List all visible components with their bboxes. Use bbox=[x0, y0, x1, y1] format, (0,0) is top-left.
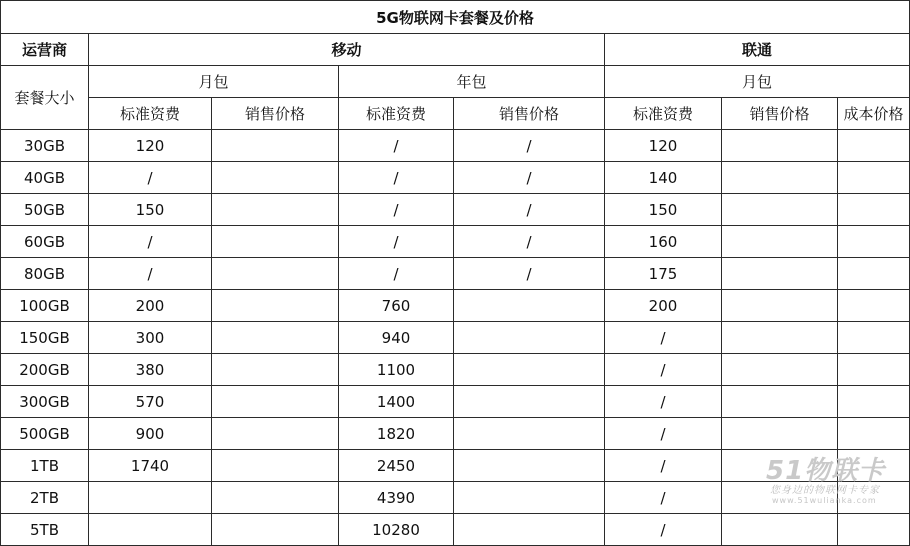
table-row bbox=[1, 322, 910, 354]
table-row bbox=[1, 514, 910, 546]
title-row bbox=[1, 1, 910, 34]
table-cell bbox=[722, 354, 838, 386]
table-cell: / bbox=[454, 226, 605, 258]
table-cell: / bbox=[605, 354, 722, 386]
table-cell: 200 bbox=[605, 290, 722, 322]
table-cell bbox=[722, 130, 838, 162]
table-cell bbox=[89, 514, 212, 546]
row-size-cell: 30GB bbox=[1, 130, 89, 162]
table-cell bbox=[454, 386, 605, 418]
table-cell bbox=[454, 514, 605, 546]
table-cell bbox=[838, 162, 910, 194]
table-cell: 120 bbox=[605, 130, 722, 162]
table-cell: / bbox=[454, 194, 605, 226]
operator-mobile: 移动 bbox=[89, 34, 605, 66]
table-cell: 760 bbox=[339, 290, 454, 322]
table-cell bbox=[722, 514, 838, 546]
table-cell bbox=[212, 482, 339, 514]
table-cell bbox=[722, 386, 838, 418]
table-cell: 150 bbox=[605, 194, 722, 226]
table-cell bbox=[454, 482, 605, 514]
table-cell: / bbox=[605, 418, 722, 450]
table-cell: 200 bbox=[89, 290, 212, 322]
table-cell bbox=[454, 354, 605, 386]
table-cell: 175 bbox=[605, 258, 722, 290]
table-row bbox=[1, 162, 910, 194]
table-cell bbox=[722, 290, 838, 322]
col-header-std1: 标准资费 bbox=[89, 98, 212, 130]
table-cell bbox=[212, 290, 339, 322]
table-row bbox=[1, 482, 910, 514]
watermark-logo: 51物联卡 bbox=[766, 456, 886, 486]
table-cell bbox=[722, 482, 838, 514]
row-size-cell: 300GB bbox=[1, 386, 89, 418]
operator-unicom: 联通 bbox=[605, 34, 910, 66]
table-cell bbox=[212, 258, 339, 290]
table-cell: 300 bbox=[89, 322, 212, 354]
row-size-cell: 200GB bbox=[1, 354, 89, 386]
table-cell bbox=[838, 290, 910, 322]
table-cell: 10280 bbox=[339, 514, 454, 546]
table-row bbox=[1, 290, 910, 322]
table-row bbox=[1, 226, 910, 258]
operator-row bbox=[1, 34, 910, 66]
column-header-row bbox=[1, 98, 910, 130]
operator-label: 运营商 bbox=[1, 34, 89, 66]
table-cell: 4390 bbox=[339, 482, 454, 514]
table-cell: / bbox=[89, 162, 212, 194]
table-cell: / bbox=[605, 386, 722, 418]
table-cell: / bbox=[454, 258, 605, 290]
table-cell bbox=[212, 450, 339, 482]
table-cell: 940 bbox=[339, 322, 454, 354]
table-cell: / bbox=[454, 130, 605, 162]
table-cell bbox=[722, 162, 838, 194]
package-mobile-month: 月包 bbox=[89, 66, 339, 98]
size-label: 套餐大小 bbox=[1, 66, 89, 130]
table-cell bbox=[838, 258, 910, 290]
table-cell: / bbox=[339, 194, 454, 226]
package-mobile-year: 年包 bbox=[339, 66, 605, 98]
table-cell bbox=[212, 418, 339, 450]
table-row bbox=[1, 194, 910, 226]
table-cell bbox=[212, 322, 339, 354]
table-row bbox=[1, 386, 910, 418]
table-cell: 150 bbox=[89, 194, 212, 226]
table-cell: / bbox=[89, 258, 212, 290]
table-cell bbox=[838, 450, 910, 482]
table-cell: 1740 bbox=[89, 450, 212, 482]
table-row bbox=[1, 418, 910, 450]
table-cell bbox=[89, 482, 212, 514]
table-cell bbox=[722, 194, 838, 226]
table-cell: / bbox=[339, 162, 454, 194]
table-row bbox=[1, 450, 910, 482]
table-cell bbox=[212, 514, 339, 546]
row-size-cell: 80GB bbox=[1, 258, 89, 290]
table-cell: / bbox=[339, 258, 454, 290]
table-cell: 570 bbox=[89, 386, 212, 418]
table-cell bbox=[838, 418, 910, 450]
row-size-cell: 1TB bbox=[1, 450, 89, 482]
table-cell bbox=[838, 354, 910, 386]
row-size-cell: 5TB bbox=[1, 514, 89, 546]
table-cell: 1100 bbox=[339, 354, 454, 386]
table-cell bbox=[722, 226, 838, 258]
table-cell: / bbox=[339, 226, 454, 258]
table-title: 5G物联网卡套餐及价格 bbox=[1, 1, 910, 34]
table-cell: / bbox=[454, 162, 605, 194]
table-cell: / bbox=[89, 226, 212, 258]
table-cell bbox=[454, 418, 605, 450]
table-cell: 1820 bbox=[339, 418, 454, 450]
table-cell: / bbox=[605, 514, 722, 546]
table-cell bbox=[212, 194, 339, 226]
table-cell: 2450 bbox=[339, 450, 454, 482]
col-header-std3: 标准资费 bbox=[605, 98, 722, 130]
table-cell bbox=[838, 386, 910, 418]
table-cell: / bbox=[605, 482, 722, 514]
table-row bbox=[1, 130, 910, 162]
table-cell bbox=[212, 386, 339, 418]
col-header-sale3: 销售价格 bbox=[722, 98, 838, 130]
table-cell: 160 bbox=[605, 226, 722, 258]
col-header-std2: 标准资费 bbox=[339, 98, 454, 130]
watermark-url: www.51wulianka.com bbox=[772, 496, 877, 505]
table-row bbox=[1, 258, 910, 290]
row-size-cell: 60GB bbox=[1, 226, 89, 258]
table-cell bbox=[454, 322, 605, 354]
col-header-cost3: 成本价格 bbox=[838, 98, 910, 130]
table-row bbox=[1, 354, 910, 386]
table-cell: 140 bbox=[605, 162, 722, 194]
row-size-cell: 100GB bbox=[1, 290, 89, 322]
table-cell bbox=[212, 162, 339, 194]
table-cell: / bbox=[605, 450, 722, 482]
table-cell: 900 bbox=[89, 418, 212, 450]
table-cell bbox=[212, 226, 339, 258]
table-cell: 380 bbox=[89, 354, 212, 386]
row-size-cell: 2TB bbox=[1, 482, 89, 514]
table-cell bbox=[722, 322, 838, 354]
table-cell: 120 bbox=[89, 130, 212, 162]
col-header-sale2: 销售价格 bbox=[454, 98, 605, 130]
table-cell: / bbox=[605, 322, 722, 354]
table-cell bbox=[838, 322, 910, 354]
table-cell bbox=[454, 290, 605, 322]
watermark-tagline: 您身边的物联网卡专家 bbox=[770, 485, 880, 496]
row-size-cell: 150GB bbox=[1, 322, 89, 354]
table-cell bbox=[838, 482, 910, 514]
package-unicom-month: 月包 bbox=[605, 66, 910, 98]
row-size-cell: 50GB bbox=[1, 194, 89, 226]
table-cell bbox=[838, 226, 910, 258]
table-cell bbox=[838, 194, 910, 226]
table-cell bbox=[212, 130, 339, 162]
table-cell bbox=[722, 450, 838, 482]
table-cell bbox=[212, 354, 339, 386]
table-cell: / bbox=[339, 130, 454, 162]
table-cell bbox=[722, 258, 838, 290]
table-cell bbox=[838, 130, 910, 162]
table-cell: 1400 bbox=[339, 386, 454, 418]
package-row bbox=[1, 66, 910, 98]
col-header-sale1: 销售价格 bbox=[212, 98, 339, 130]
row-size-cell: 500GB bbox=[1, 418, 89, 450]
table-cell bbox=[722, 418, 838, 450]
table-cell bbox=[454, 450, 605, 482]
row-size-cell: 40GB bbox=[1, 162, 89, 194]
table-cell bbox=[838, 514, 910, 546]
